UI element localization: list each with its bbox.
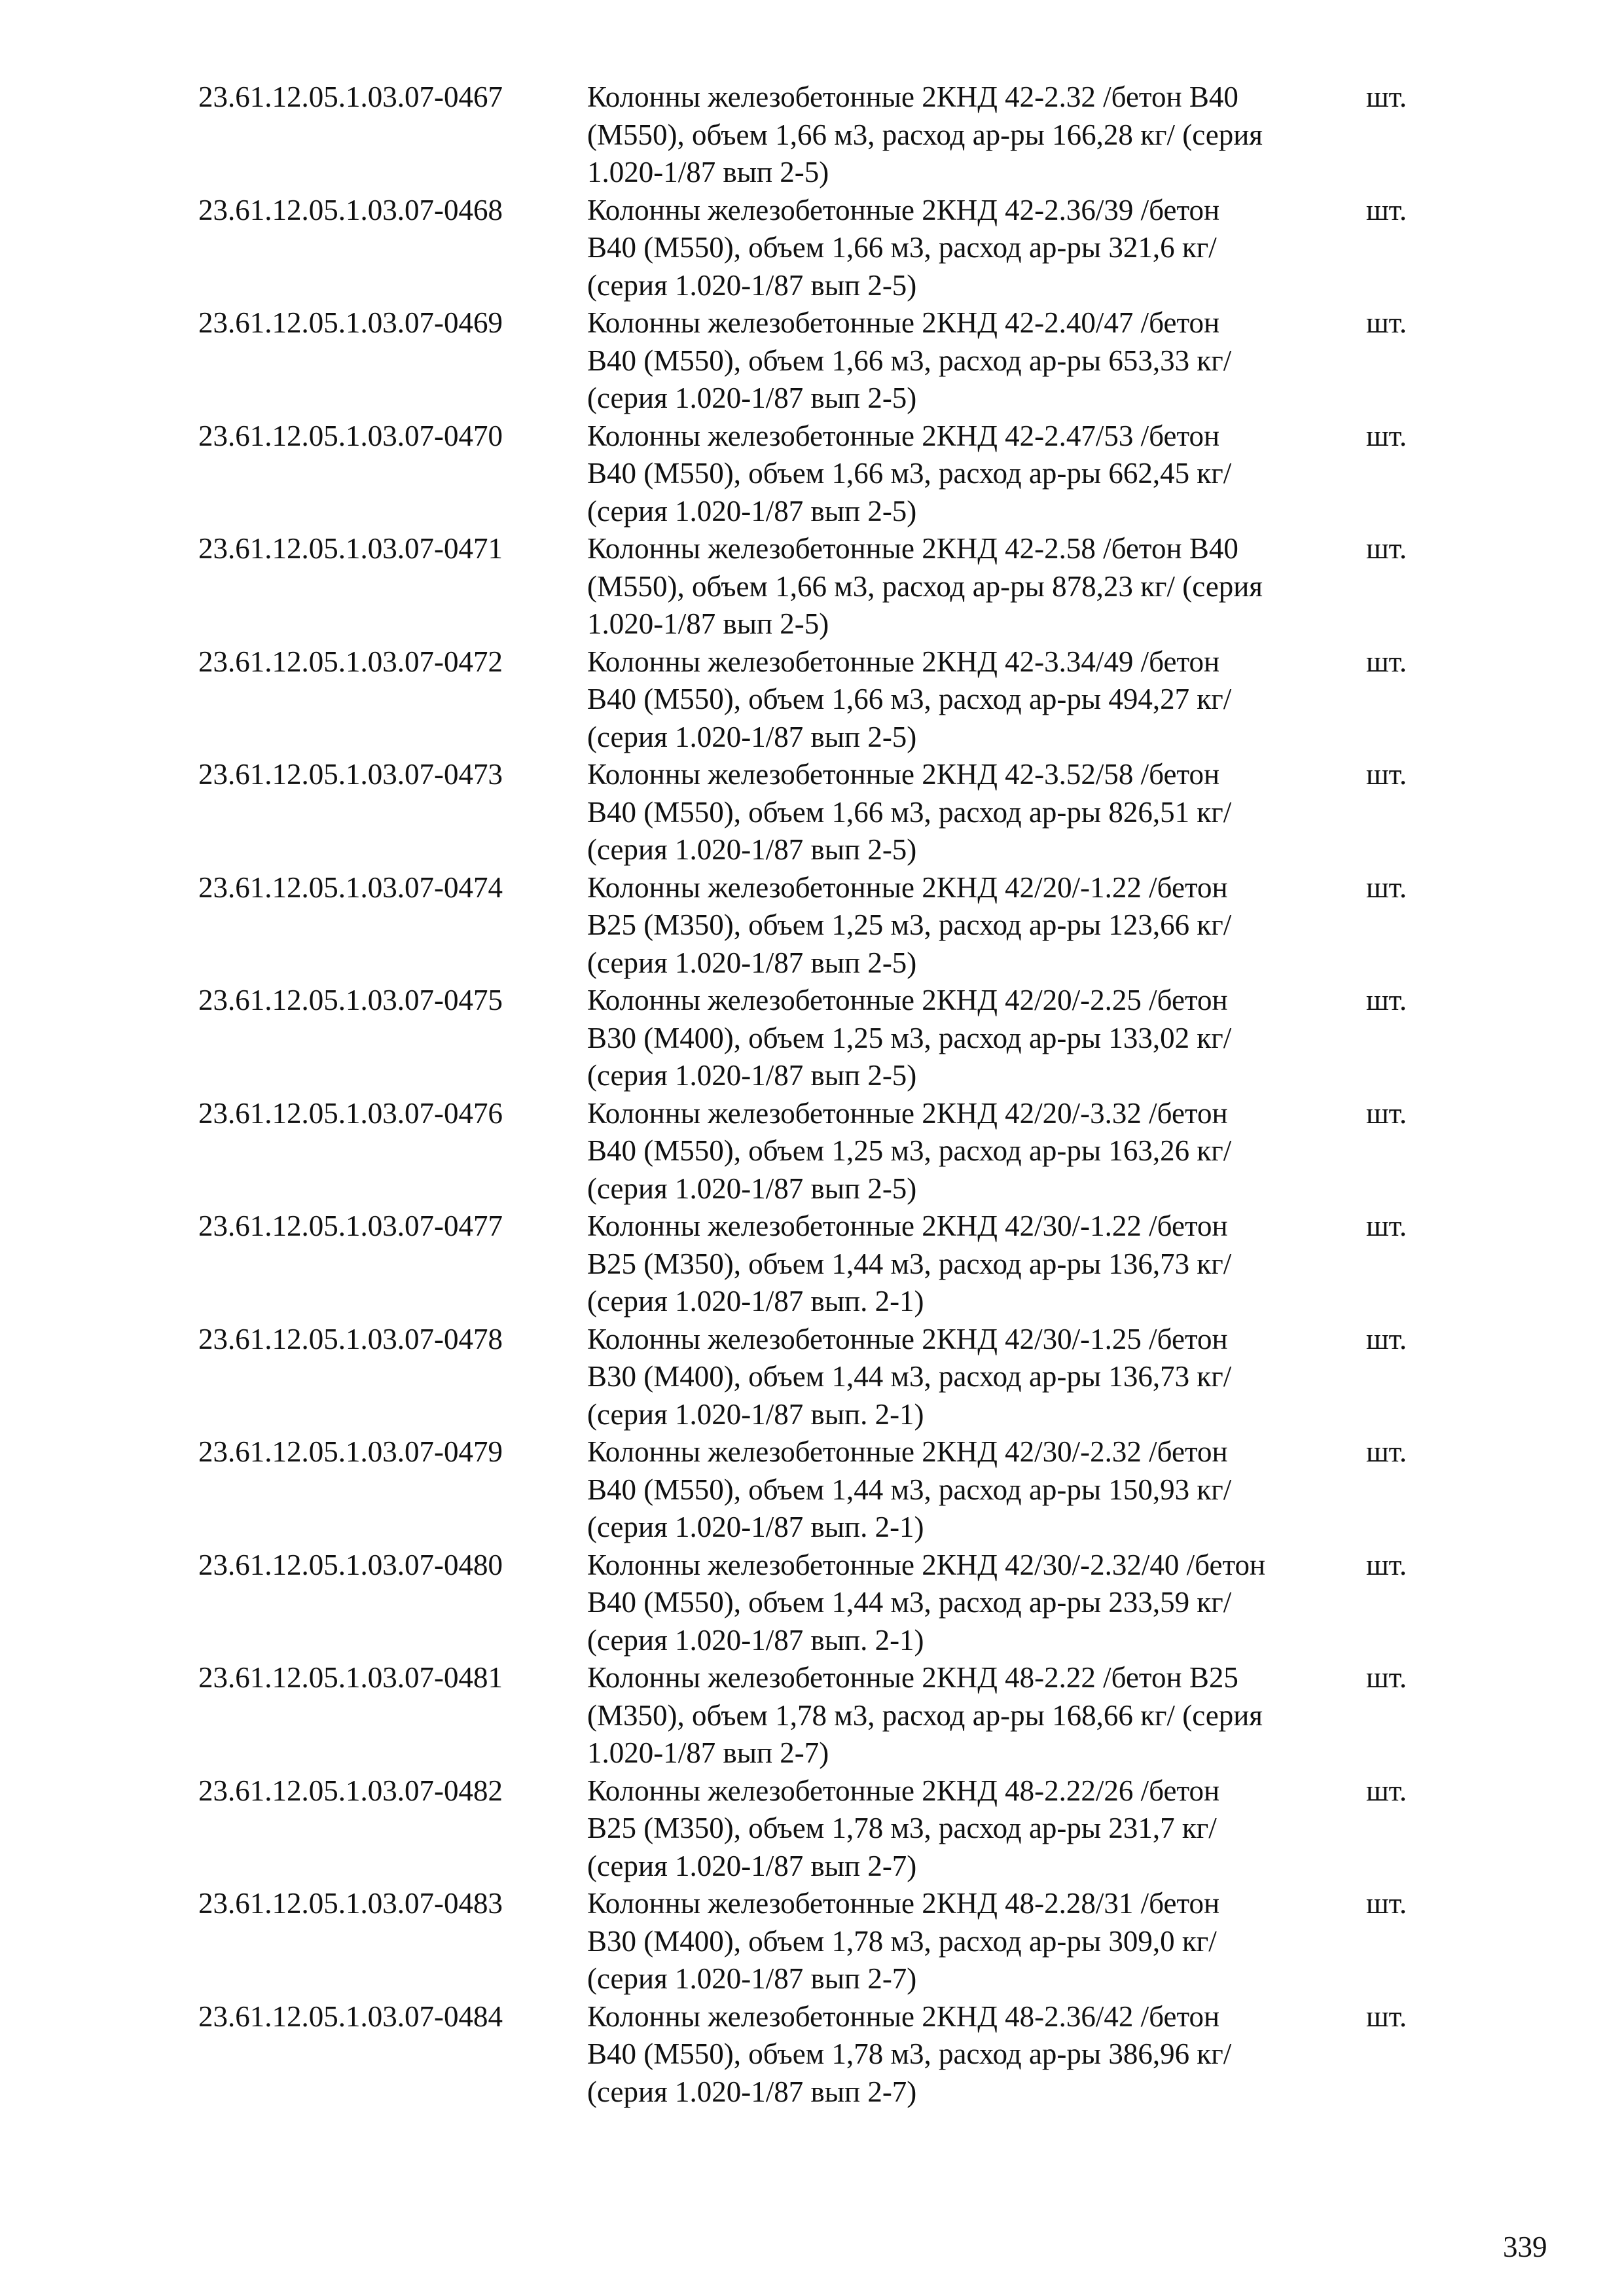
row-code: 23.61.12.05.1.03.07-0468 [198,193,503,226]
table-row [198,1095,1442,1208]
row-code: 23.61.12.05.1.03.07-0480 [198,1548,503,1581]
row-code: 23.61.12.05.1.03.07-0470 [198,419,503,452]
row-code: 23.61.12.05.1.03.07-0467 [198,81,503,113]
row-description: Колонны железобетонные 2КНД 48-2.22/26 /бетон В25 (М350), объем 1,78 м3, расход ар-ры 231,7 кг/ (серия 1.020-1/87 вып 2-7) [587,1774,1220,1882]
row-unit: шт. [1366,1210,1407,1242]
row-description: Колонны железобетонные 2КНД 48-2.22 /бетон В25 (М350), объем 1,78 м3, расход ар-ры 168,66 кг/ (серия 1.020-1/87 вып 2-7) [587,1661,1263,1769]
row-unit: шт. [1366,645,1407,678]
row-unit: шт. [1366,1774,1407,1807]
table-row [198,869,1442,982]
page-number: 339 [1503,2231,1547,2263]
row-unit: шт. [1366,1435,1407,1468]
row-description: Колонны железобетонные 2КНД 42-3.52/58 /бетон В40 (М550), объем 1,66 м3, расход ар-ры 826,51 кг/ (серия 1.020-1/87 вып 2-5) [587,758,1232,866]
row-unit: шт. [1366,2000,1407,2033]
row-code: 23.61.12.05.1.03.07-0476 [198,1096,503,1130]
price-list-table [198,79,1442,2111]
row-description: Колонны железобетонные 2КНД 42/30/-1.25 /бетон В30 (М400), объем 1,44 м3, расход ар-ры 136,73 кг/ (серия 1.020-1/87 вып. 2-1) [587,1322,1232,1431]
row-description: Колонны железобетонные 2КНД 48-2.36/42 /бетон В40 (М550), объем 1,78 м3, расход ар-ры 386,96 кг/ (серия 1.020-1/87 вып 2-7) [587,2000,1232,2108]
row-unit: шт. [1366,984,1407,1016]
row-code: 23.61.12.05.1.03.07-0479 [198,1435,503,1468]
row-description: Колонны железобетонные 2КНД 48-2.28/31 /бетон В30 (М400), объем 1,78 м3, расход ар-ры 309,0 кг/ (серия 1.020-1/87 вып 2-7) [587,1887,1220,1995]
row-code: 23.61.12.05.1.03.07-0481 [198,1661,503,1694]
row-description: Колонны железобетонные 2КНД 42/30/-2.32/40 /бетон В40 (М550), объем 1,44 м3, расход ар-ры 233,59 кг/ (серия 1.020-1/87 вып. 2-1) [587,1548,1266,1657]
row-description: Колонны железобетонные 2КНД 42/30/-1.22 /бетон В25 (М350), объем 1,44 м3, расход ар-ры 136,73 кг/ (серия 1.020-1/87 вып. 2-1) [587,1210,1232,1318]
table-row [198,643,1442,757]
row-unit: шт. [1366,1887,1407,1920]
row-unit: шт. [1366,758,1407,791]
row-unit: шт. [1366,1096,1407,1130]
table-row [198,418,1442,531]
row-code: 23.61.12.05.1.03.07-0475 [198,984,503,1016]
row-code: 23.61.12.05.1.03.07-0482 [198,1774,503,1807]
row-unit: шт. [1366,1548,1407,1581]
table-row [198,1885,1442,1998]
row-unit: шт. [1366,1322,1407,1355]
row-code: 23.61.12.05.1.03.07-0472 [198,645,503,678]
table-row [198,982,1442,1095]
table-row [198,1772,1442,1886]
row-unit: шт. [1366,193,1407,226]
row-description: Колонны железобетонные 2КНД 42-2.58 /бетон В40 (М550), объем 1,66 м3, расход ар-ры 878,23 кг/ (серия 1.020-1/87 вып 2-5) [587,532,1263,640]
row-description: Колонны железобетонные 2КНД 42-3.34/49 /бетон В40 (М550), объем 1,66 м3, расход ар-ры 494,27 кг/ (серия 1.020-1/87 вып 2-5) [587,645,1232,753]
table-row [198,304,1442,418]
row-code: 23.61.12.05.1.03.07-0474 [198,870,503,904]
row-description: Колонны железобетонные 2КНД 42/30/-2.32 /бетон В40 (М550), объем 1,44 м3, расход ар-ры 150,93 кг/ (серия 1.020-1/87 вып. 2-1) [587,1435,1232,1543]
row-unit: шт. [1366,870,1407,904]
row-code: 23.61.12.05.1.03.07-0478 [198,1322,503,1355]
row-code: 23.61.12.05.1.03.07-0471 [198,532,503,565]
row-code: 23.61.12.05.1.03.07-0469 [198,306,503,339]
row-code: 23.61.12.05.1.03.07-0484 [198,2000,503,2033]
row-code: 23.61.12.05.1.03.07-0477 [198,1210,503,1242]
table-row [198,1208,1442,1321]
row-description: Колонны железобетонные 2КНД 42-2.47/53 /бетон В40 (М550), объем 1,66 м3, расход ар-ры 662,45 кг/ (серия 1.020-1/87 вып 2-5) [587,419,1232,528]
table-row [198,1547,1442,1660]
row-description: Колонны железобетонные 2КНД 42-2.32 /бетон В40 (М550), объем 1,66 м3, расход ар-ры 166,28 кг/ (серия 1.020-1/87 вып 2-5) [587,81,1263,188]
row-description: Колонны железобетонные 2КНД 42-2.40/47 /бетон В40 (М550), объем 1,66 м3, расход ар-ры 653,33 кг/ (серия 1.020-1/87 вып 2-5) [587,306,1232,414]
row-unit: шт. [1366,306,1407,339]
row-description: Колонны железобетонные 2КНД 42/20/-3.32 /бетон В40 (М550), объем 1,25 м3, расход ар-ры 163,26 кг/ (серия 1.020-1/87 вып 2-5) [587,1096,1232,1205]
row-description: Колонны железобетонные 2КНД 42/20/-2.25 /бетон В30 (М400), объем 1,25 м3, расход ар-ры 133,02 кг/ (серия 1.020-1/87 вып 2-5) [587,984,1232,1092]
row-unit: шт. [1366,1661,1407,1694]
table-row [198,1321,1442,1434]
table-row [198,756,1442,869]
table-row [198,1433,1442,1547]
row-unit: шт. [1366,419,1407,452]
table-row [198,1659,1442,1772]
row-description: Колонны железобетонные 2КНД 42-2.36/39 /бетон В40 (М550), объем 1,66 м3, расход ар-ры 321,6 кг/ (серия 1.020-1/87 вып 2-5) [587,193,1220,302]
row-code: 23.61.12.05.1.03.07-0473 [198,758,503,791]
table-row [198,79,1442,192]
row-unit: шт. [1366,81,1407,113]
table-row [198,530,1442,643]
table-row [198,1998,1442,2111]
table-row [198,192,1442,305]
row-description: Колонны железобетонные 2КНД 42/20/-1.22 /бетон В25 (М350), объем 1,25 м3, расход ар-ры 123,66 кг/ (серия 1.020-1/87 вып 2-5) [587,870,1232,979]
row-unit: шт. [1366,532,1407,565]
row-code: 23.61.12.05.1.03.07-0483 [198,1887,503,1920]
